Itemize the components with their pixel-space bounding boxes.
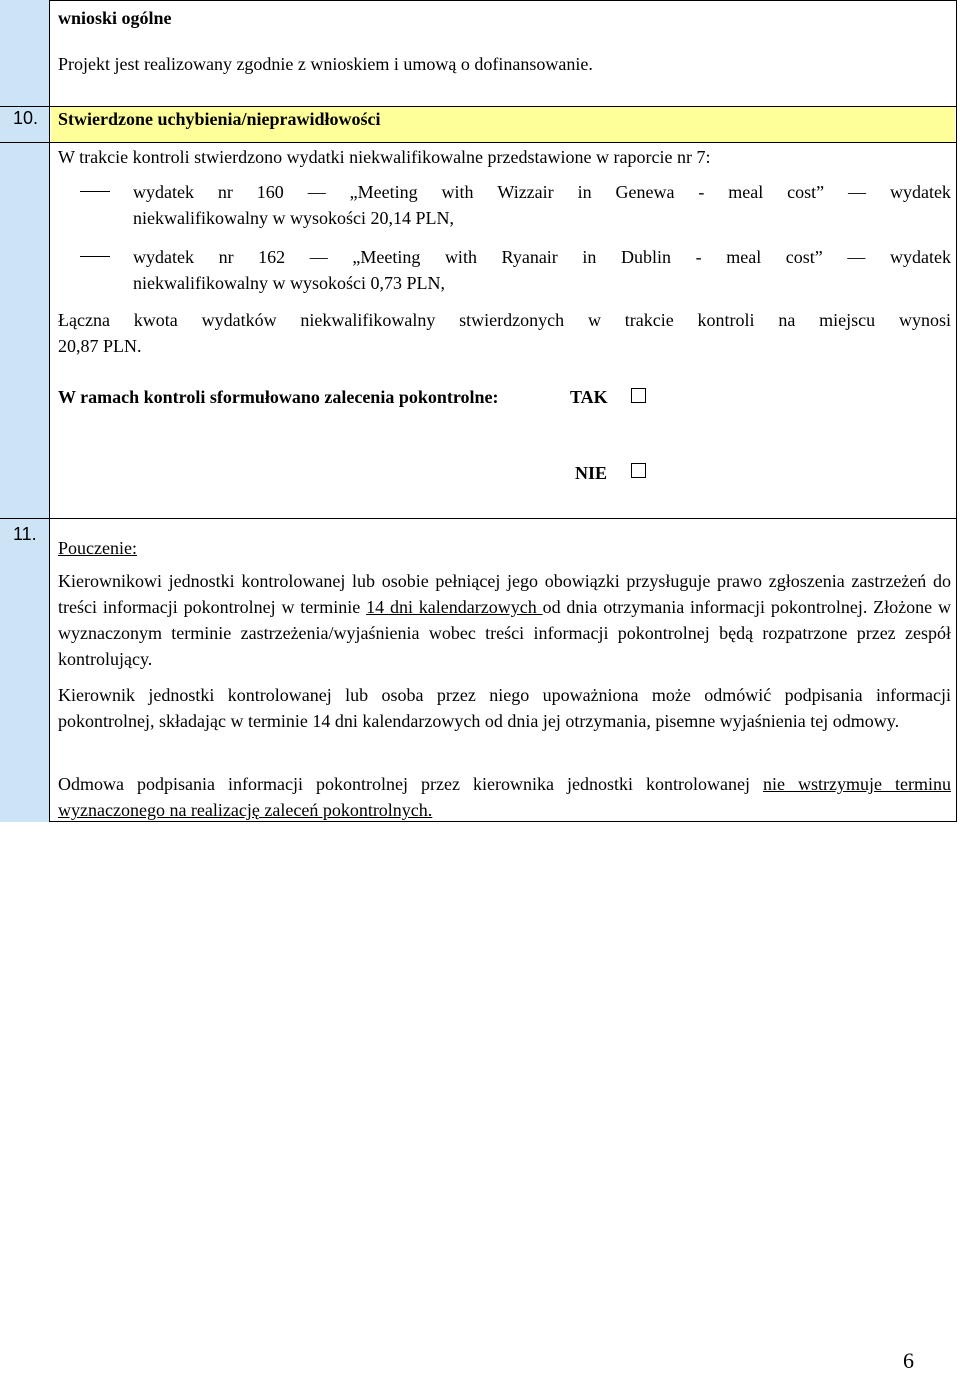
instruction-p1-part2: od dnia otrzymania informacji pokontrolnej. Złożone w wyznaczonym terminie zastrzeżenia/wyjaśnienia wobec treści informacji pokontrolnej będą rozpatrzone przez zespół kontrolujący.	[58, 597, 951, 669]
instruction-p1-part1: Kierownikowi jednostki kontrolowanej lub osobie pełniącej jego obowiązki przysługuje prawo zgłoszenia zastrzeżeń do treści informacji pokontrolnej w terminie	[58, 571, 951, 617]
instruction-p3-part1: Odmowa podpisania informacji pokontrolnej przez kierownika jednostki kontrolowanej	[58, 774, 763, 794]
section11-number: 11.	[13, 524, 37, 544]
total-line1: Łączna kwota wydatków niekwalifikowalny stwierdzonych w trakcie kontroli na miejscu wynosi	[58, 310, 951, 330]
instruction-paragraph-2: Kierownik jednostki kontrolowanej lub osoba przez niego upoważniona może odmówić podpisania informacji pokontrolnej, składając w terminie 14 dni kalendarzowych od dnia jej otrzymania, pisemne wyjaśnienia tej odmowy.	[58, 685, 951, 731]
expense-word: —	[307, 182, 326, 202]
expense-word: wydatek	[133, 182, 194, 202]
expense-word: nr	[217, 182, 233, 202]
expense-word: with	[441, 182, 474, 202]
expense-word: Genewa	[615, 182, 675, 202]
expense-word: wydatek	[133, 247, 194, 267]
total-line2: 20,87 PLN.	[58, 336, 142, 356]
expense-word: nr	[218, 247, 234, 267]
option-no-checkbox[interactable]	[631, 463, 646, 478]
section10-header: Stwierdzone uchybienia/nieprawidłowości	[58, 109, 381, 129]
row-divider	[0, 518, 957, 519]
expense-word: meal	[728, 182, 764, 202]
expense-item-2-line1	[133, 245, 951, 269]
expense-word: with	[444, 247, 477, 267]
expense-word: in	[577, 182, 592, 202]
instruction-paragraph-1	[58, 568, 951, 672]
expense-word: -	[695, 247, 702, 267]
page-number: 6	[903, 1348, 914, 1373]
option-yes-label: TAK	[570, 387, 608, 407]
expense-word: 160	[256, 182, 284, 202]
expense-word: cost”	[787, 182, 825, 202]
expense-item-1-line1	[133, 180, 951, 204]
expense-word: „Meeting	[349, 182, 418, 202]
deadline-underlined: 14 dni kalendarzowych	[366, 597, 543, 617]
section10-intro: W trakcie kontroli stwierdzono wydatki niekwalifikowalne przedstawione w raporcie nr 7:	[58, 147, 711, 167]
expense-word: Ryanair	[501, 247, 558, 267]
row-divider	[0, 142, 957, 143]
expense-word: „Meeting	[352, 247, 421, 267]
expense-word: wydatek	[889, 182, 951, 202]
expense-word: Dublin	[621, 247, 672, 267]
expense-item-1-line2: niekwalifikowalny w wysokości 20,14 PLN,	[133, 208, 454, 228]
expense-item-2-line2: niekwalifikowalny w wysokości 0,73 PLN,	[133, 273, 445, 293]
general-text: Projekt jest realizowany zgodnie z wnioskiem i umową o dofinansowanie.	[58, 54, 593, 74]
option-no-label: NIE	[575, 463, 608, 483]
expense-word: meal	[726, 247, 762, 267]
general-title: wnioski ogólne	[58, 8, 172, 28]
section10-number: 10.	[13, 108, 39, 128]
expense-word: —	[847, 247, 866, 267]
instruction-paragraph-3	[58, 771, 951, 823]
expense-word: in	[582, 247, 597, 267]
expense-word: Wizzair	[497, 182, 554, 202]
expense-word: —	[309, 247, 328, 267]
expense-word: 162	[258, 247, 286, 267]
instruction-p3-underlined: nie wstrzymuje terminu wyznaczonego na realizację zaleceń pokontrolnych.	[58, 774, 951, 820]
expense-word: —	[848, 182, 867, 202]
section11-header: Pouczenie:	[58, 538, 137, 558]
expense-word: wydatek	[889, 247, 951, 267]
item-dash	[80, 191, 110, 192]
item-dash	[80, 256, 110, 257]
expense-word: -	[698, 182, 705, 202]
option-yes-checkbox[interactable]	[631, 388, 646, 403]
expense-word: cost”	[785, 247, 823, 267]
recommendations-label: W ramach kontroli sformułowano zalecenia pokontrolne:	[58, 387, 499, 407]
